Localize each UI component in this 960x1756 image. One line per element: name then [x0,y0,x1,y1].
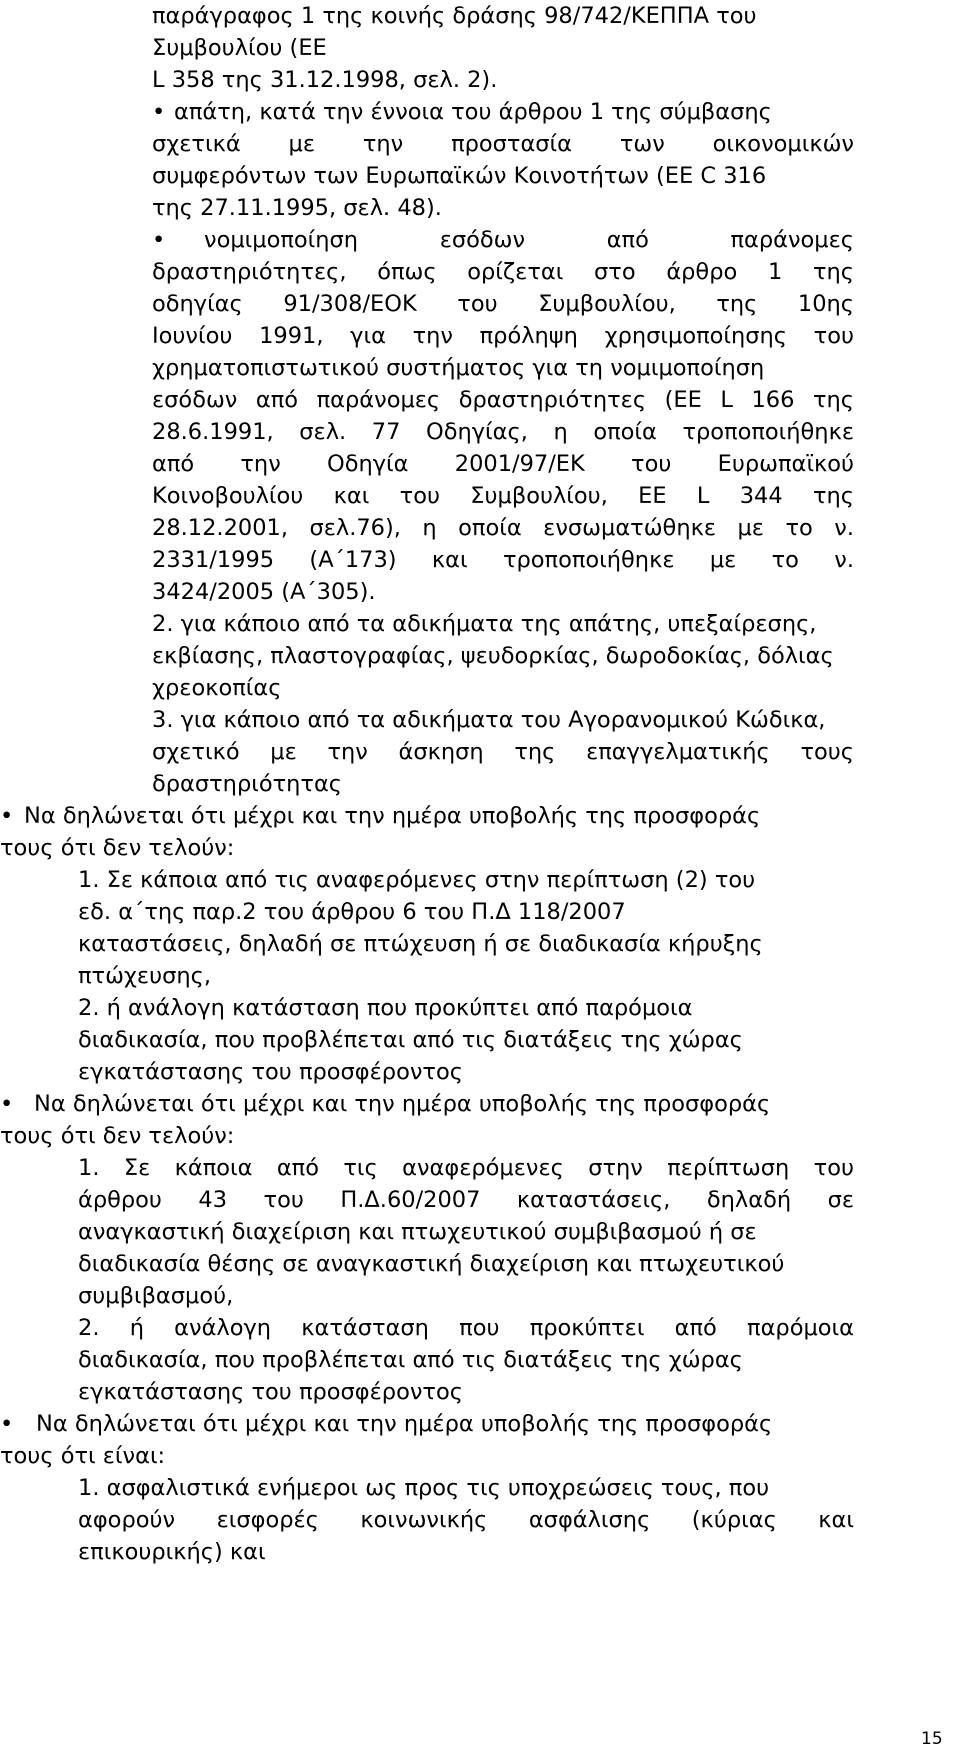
text-line: τους ότι δεν τελούν: [0,835,235,861]
text-line: εσόδων από παράνομες δραστηριότητες (ΕΕ L 166 της [152,387,854,413]
text-line: Να δηλώνεται ότι μέχρι και την ημέρα υποβολής της προσφοράς [34,1091,771,1117]
numbered-item: 2. ή ανάλογη κατάσταση που προκύπτει από παρόμοια [78,995,693,1021]
numbered-item: 1. Σε κάποια από τις αναφερόμενες στην περίπτωση του [78,1155,854,1181]
text-line: αναγκαστική διαχείριση και πτωχευτικού συμβιβασμού ή σε [78,1219,757,1245]
bullet-icon: • [0,1091,14,1117]
text-line: διαδικασία, που προβλέπεται από τις διατάξεις της χώρας [78,1027,743,1053]
numbered-item: 1. Σε κάποια από τις αναφερόμενες στην περίπτωση (2) του [78,867,756,893]
bullet-icon: • [152,99,166,125]
text-line: 28.6.1991, σελ. 77 Οδηγίας, η οποία τροποποιήθηκε [152,419,854,445]
bullet-icon: • [152,227,166,253]
text-line: συμφερόντων των Ευρωπαϊκών Κοινοτήτων (ΕΕ C 316 [152,163,767,189]
numbered-item: 2. για κάποιο από τα αδικήματα της απάτης, υπεξαίρεσης, [152,611,817,637]
bullet-line [152,96,772,128]
text-line: από την Οδηγία 2001/97/ΕΚ του Ευρωπαϊκού [152,451,854,477]
text-line: Ιουνίου 1991, για την πρόληψη χρησιμοποίησης του [152,323,854,349]
numbered-item: 2. ή ανάλογη κατάσταση που προκύπτει από παρόμοια [78,1315,854,1341]
text-line: L 358 της 31.12.1998, σελ. 2). [152,67,498,93]
bullet-icon: • [0,803,14,829]
text-line: καταστάσεις, δηλαδή σε πτώχευση ή σε διαδικασία κήρυξης [78,931,763,957]
text-line: επικουρικής) και [78,1539,266,1565]
text-line: Κοινοβουλίου και του Συμβουλίου, ΕΕ L 344 της [152,483,854,509]
text-line: της 27.11.1995, σελ. 48). [152,195,442,221]
text-line: Συμβουλίου (ΕΕ [152,35,327,61]
text-line: σχετικό με την άσκηση της επαγγελματικής τους [152,739,854,765]
text-line: απάτη, κατά την έννοια του άρθρου 1 της σύμβασης [174,99,772,125]
text-line: εδ. α΄της παρ.2 του άρθρου 6 του Π.Δ 118/2007 [78,899,626,925]
bullet-line [0,1088,770,1120]
text-line: νομιμοποίηση εσόδων από παράνομες [204,227,854,253]
text-line: διαδικασία, που προβλέπεται από τις διατάξεις της χώρας [78,1347,743,1373]
text-line: τους ότι δεν τελούν: [0,1123,235,1149]
text-line: 28.12.2001, σελ.76), η οποία ενσωματώθηκε με το ν. [152,515,854,541]
text-line: συμβιβασμού, [78,1283,234,1309]
text-line: αφορούν εισφορές κοινωνικής ασφάλισης (κύριας και [78,1507,854,1533]
text-line: εγκατάστασης του προσφέροντος [78,1379,463,1405]
text-line: παράγραφος 1 της κοινής δράσης 98/742/ΚΕΠΠΑ του [152,3,757,29]
text-line: οδηγίας 91/308/ΕΟΚ του Συμβουλίου, της 10ης [152,291,854,317]
text-line: τους ότι είναι: [0,1443,166,1469]
text-line: δραστηριότητες, όπως ορίζεται στο άρθρο 1 της [152,259,854,285]
bullet-line [0,800,760,832]
text-line: άρθρου 43 του Π.Δ.60/2007 καταστάσεις, δηλαδή σε [78,1187,854,1213]
text-line: 2331/1995 (Α΄173) και τροποποιήθηκε με το ν. [152,547,854,573]
bullet-icon: • [0,1411,14,1437]
text-line: χρεοκοπίας [152,675,282,701]
numbered-item: 3. για κάποιο από τα αδικήματα του Αγορανομικού Κώδικα, [152,707,826,733]
text-line: σχετικά με την προστασία των οικονομικών [152,131,854,157]
text-line: Να δηλώνεται ότι μέχρι και την ημέρα υποβολής της προσφοράς [24,803,761,829]
text-line: 3424/2005 (Α΄305). [152,579,376,605]
text-line: εγκατάστασης του προσφέροντος [78,1059,463,1085]
text-line: εκβίασης, πλαστογραφίας, ψευδορκίας, δωροδοκίας, δόλιας [152,643,834,669]
text-line: πτώχευσης, [78,963,211,989]
text-line: χρηματοπιστωτικού συστήματος για τη νομιμοποίηση [152,355,765,381]
bullet-line [0,1408,772,1440]
text-line: δραστηριότητας [152,771,342,797]
page-number: 15 [921,1729,943,1749]
numbered-item: 1. ασφαλιστικά ενήμεροι ως προς τις υποχρεώσεις τους, που [78,1475,770,1501]
text-line: διαδικασία θέσης σε αναγκαστική διαχείριση και πτωχευτικού [78,1251,785,1277]
bullet-line [152,224,854,256]
text-line: Να δηλώνεται ότι μέχρι και την ημέρα υποβολής της προσφοράς [36,1411,773,1437]
